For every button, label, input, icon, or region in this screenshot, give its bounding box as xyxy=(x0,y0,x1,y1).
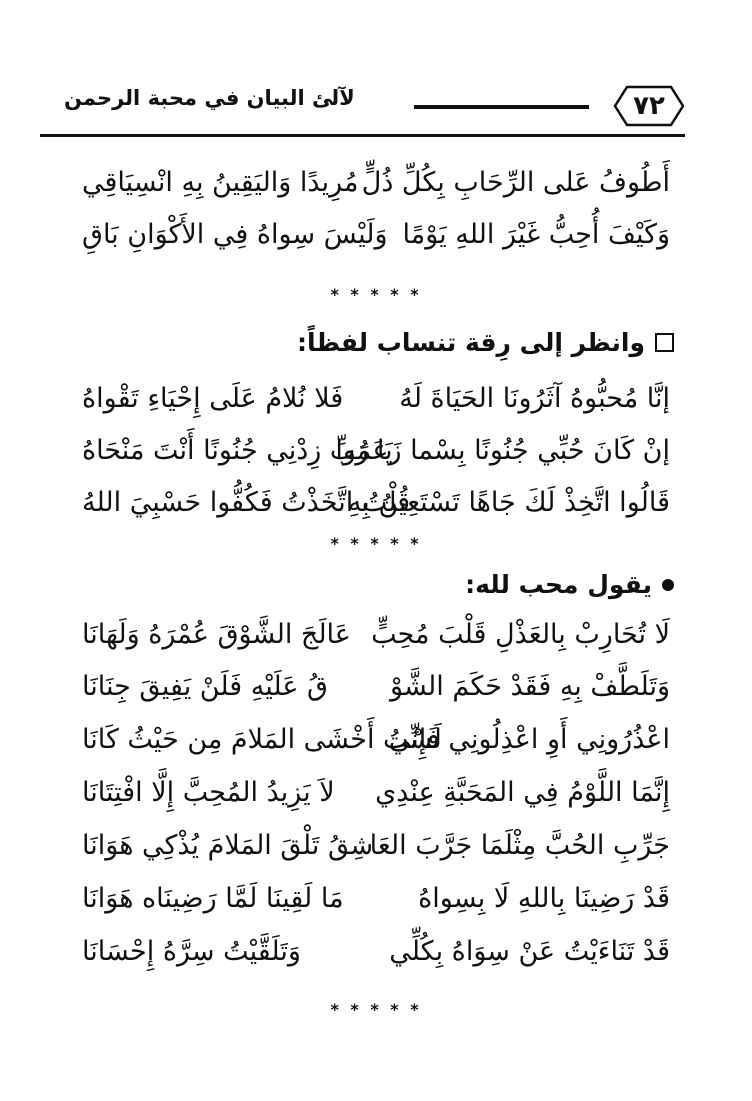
verse-second-hemistich: فَلا نُلامُ عَلَى إِحْيَاءِ تَقْواهُ xyxy=(82,383,344,414)
book-title: لآلئ البيان في محبة الرحمن xyxy=(64,86,355,110)
verse-second-hemistich: مَا لَقِينَا لَمَّا رَضِينَاه هَوَانَا xyxy=(82,883,344,914)
section-heading-text: يقول محب لله: xyxy=(465,570,652,599)
section-separator: * * * * * xyxy=(330,285,422,304)
checkbox-icon xyxy=(655,333,674,352)
verse-first-hemistich: لَا تُحَارِبْ بِالعَذْلِ قَلْبَ مُحِبٍّ xyxy=(371,619,670,650)
verse xyxy=(0,770,752,816)
bullet-icon xyxy=(662,579,674,591)
verse xyxy=(0,823,752,869)
header-rule xyxy=(40,134,685,137)
section-heading xyxy=(297,328,674,357)
verse-first-hemistich: قَدْ رَضِينَا بِاللهِ لَا بِسِواهُ xyxy=(418,883,670,914)
page-number: ٧٢ xyxy=(633,91,665,121)
verse-second-hemistich: وَلَيْسَ سِواهُ فِي الأَكْوَانِ بَاقِ xyxy=(82,219,388,250)
verse xyxy=(0,717,752,763)
verse-second-hemistich: عَالَجَ الشَّوْقَ عُمْرَهُ وَلَهَانَا xyxy=(82,619,351,650)
header-divider-line xyxy=(414,105,589,109)
section-heading-text: وانظر إلى رِقة تنساب لفظاً: xyxy=(296,328,645,357)
verse-first-hemistich: إنْ كَانَ حُبِّي جُنُونًا بِسْما زَعَمُوا xyxy=(335,435,670,466)
verse-second-hemistich: وَتَلَقَّيْتُ سِرَّهُ إِحْسَانَا xyxy=(82,936,301,967)
verse-first-hemistich: إنَّا مُحبُّوهُ آثَرُونَا الحَيَاةَ لَهُ xyxy=(399,383,670,414)
verse xyxy=(0,212,752,258)
verse-second-hemistich: يَا رَبِّ زِدْنِي جُنُونًا أَنْتَ مَنْحَاهُ xyxy=(82,435,393,466)
verse-second-hemistich: مُرِيدًا وَاليَقِينُ بِهِ انْسِيَاقِي xyxy=(82,167,359,198)
verse-first-hemistich: جَرِّبِ الحُبَّ مِثْلَمَا جَرَّبَ العَا xyxy=(369,830,670,861)
section-separator: * * * * * xyxy=(330,534,422,553)
verse-second-hemistich: لاَ يَزِيدُ المُحِبَّ إِلَّا افْتِتَانَا xyxy=(82,777,335,808)
verse xyxy=(0,376,752,422)
verse xyxy=(0,876,752,922)
verse-first-hemistich: قَدْ تَنَاءَيْتُ عَنْ سِوَاهُ بِكُلِّي xyxy=(389,936,670,967)
verse-first-hemistich: وَكَيْفَ أُحِبُّ غَيْرَ اللهِ يَوْمًا xyxy=(402,219,670,250)
verse-first-hemistich: قَالُوا اتَّخِذْ لَكَ جَاهًا تَسْتَعِينُ بِهِ xyxy=(347,487,670,518)
verse xyxy=(0,428,752,474)
verse xyxy=(0,480,752,526)
verse-first-hemistich: أَطُوفُ عَلى الرِّحَابِ بِكُلِّ ذُلٍّ xyxy=(361,167,670,198)
verse-second-hemistich: شِقُ تَلْقَ المَلامَ يُذْكِي هَوَانَا xyxy=(82,830,374,861)
page-header xyxy=(40,78,685,138)
verse-second-hemistich: قُ عَلَيْهِ فَلَنْ يَفِيقَ جِنَانَا xyxy=(82,671,328,702)
verse-second-hemistich: لَسْتُ أَخْشَى المَلامَ مِن حَيْثُ كَانَا xyxy=(82,724,442,755)
verse-first-hemistich: إِنَّمَا اللَّوْمُ فِي المَحَبَّةِ عِنْدِي xyxy=(375,777,670,808)
verse-first-hemistich: اعْذُرُونِي أَوِ اعْذِلُونِي فَإِنِّي xyxy=(388,724,670,755)
section-separator: * * * * * xyxy=(330,1000,422,1019)
verse xyxy=(0,160,752,206)
verse xyxy=(0,929,752,975)
verse xyxy=(0,612,752,658)
verse-second-hemistich: قُلْتُ اتَّخَذْتُ فَكُفُّوا حَسْبِيَ اللهُ xyxy=(82,487,411,518)
verse-first-hemistich: وَتَلَطَّفْ بِهِ فَقَدْ حَكَمَ الشَّوْ xyxy=(390,671,670,702)
page-number-badge xyxy=(613,84,685,128)
verse xyxy=(0,664,752,710)
section-heading xyxy=(465,570,674,599)
